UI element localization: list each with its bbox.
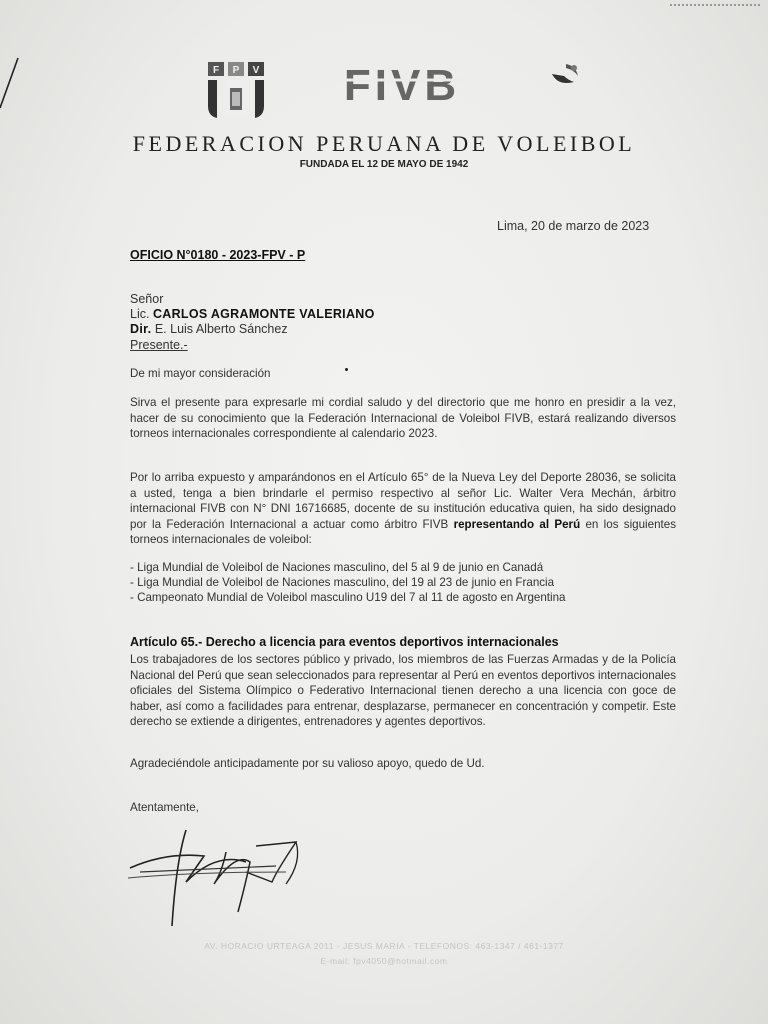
article-title: Artículo 65.- Derecho a licencia para eventos deportivos internacionales bbox=[130, 635, 559, 649]
thanks-line: Agradeciéndole anticipadamente por su valioso apoyo, quedo de Ud. bbox=[130, 757, 485, 770]
tournament-item: - Campeonato Mundial de Voleibol masculino U19 del 7 al 11 de agosto en Argentina bbox=[130, 591, 566, 604]
ink-dot bbox=[345, 368, 348, 371]
presente-line: Presente.- bbox=[130, 338, 188, 352]
svg-text:P: P bbox=[232, 65, 240, 76]
request-text-b: en los siguientes torneos internacionales de voleibol: bbox=[130, 517, 676, 547]
footer-email: E-mail: fpv4050@hotmail.com bbox=[320, 956, 448, 966]
tournament-item: - Liga Mundial de Voleibol de Naciones masculino, del 5 al 9 de junio en Canadá bbox=[130, 561, 544, 574]
dir-value: E. Luis Alberto Sánchez bbox=[154, 322, 288, 336]
letter-date: Lima, 20 de marzo de 2023 bbox=[497, 219, 650, 233]
greeting: De mi mayor consideración bbox=[130, 367, 271, 380]
article-body: Los trabajadores de los sectores público y privado, los miembros de las Fuerzas Armadas y de la Policía Nacional del Perú que sean seleccionados para representar al Perú en eventos deportivos internacionales oficiales del Sistema Olímpico o Federativo Internacional tienen derecho a una licencia con goce de haber, así como a facilidades para entrenar, desplazarse, permanecer en concentración y competir. Este derecho se extiende a dirigentes, entrenadores y agentes deportivos. bbox=[130, 653, 676, 729]
fpv-crest-logo bbox=[205, 60, 267, 120]
footer-address: AV. HORACIO URTEAGA 2011 - JESUS MARIA - TELEFONOS: 463-1347 / 461-1377 bbox=[204, 941, 564, 951]
reference-number: OFICIO N°0180 - 2023-FPV - P bbox=[130, 248, 306, 262]
scan-artifact-dots bbox=[670, 4, 760, 12]
fivb-logo bbox=[332, 58, 472, 108]
dir-label: Dir. bbox=[130, 322, 152, 336]
handwritten-signature bbox=[126, 822, 316, 932]
svg-text:F: F bbox=[212, 65, 220, 76]
svg-text:FIVB: FIVB bbox=[343, 61, 461, 108]
letterhead-logos bbox=[0, 52, 768, 122]
recipient-line bbox=[130, 307, 375, 321]
request-text-bold: representando al Perú bbox=[453, 517, 581, 531]
recipient-title: Lic. bbox=[130, 307, 150, 321]
salutation: Señor bbox=[130, 292, 164, 306]
paragraph-request bbox=[130, 470, 676, 548]
tournament-item: - Liga Mundial de Voleibol de Naciones masculino, del 19 al 23 de junio en Francia bbox=[130, 576, 555, 589]
request-text-a: Por lo arriba expuesto y amparándonos en el Artículo 65° de la Nueva Ley del Deporte 28036, se solicita a usted, tenga a bien brindarle el permiso respectivo al señor Lic. Walter Vera Mechán, árbitro internacional FIVB con N° DNI 16716685, docente de su institución educativa quien, ha sido designado por la Federación Internacional a actuar como árbitro FIVB bbox=[130, 471, 676, 531]
volleyball-icon bbox=[548, 60, 584, 88]
federation-name: FEDERACION PERUANA DE VOLEIBOL bbox=[132, 131, 636, 156]
recipient-name: CARLOS AGRAMONTE VALERIANO bbox=[152, 307, 375, 321]
closing-line: Atentamente, bbox=[130, 801, 199, 814]
recipient-dir-line bbox=[130, 322, 288, 336]
founding-date: FUNDADA EL 12 DE MAYO DE 1942 bbox=[299, 159, 469, 170]
svg-text:V: V bbox=[252, 65, 260, 76]
paragraph-intro: Sirva el presente para expresarle mi cordial saludo y del directorio que me honro en presidir a la vez, hacer de su conocimiento que la Federación Internacional de Voleibol FIVB, estará realizando diversos torneos internacionales correspondiente al calendario 2023. bbox=[130, 396, 676, 441]
